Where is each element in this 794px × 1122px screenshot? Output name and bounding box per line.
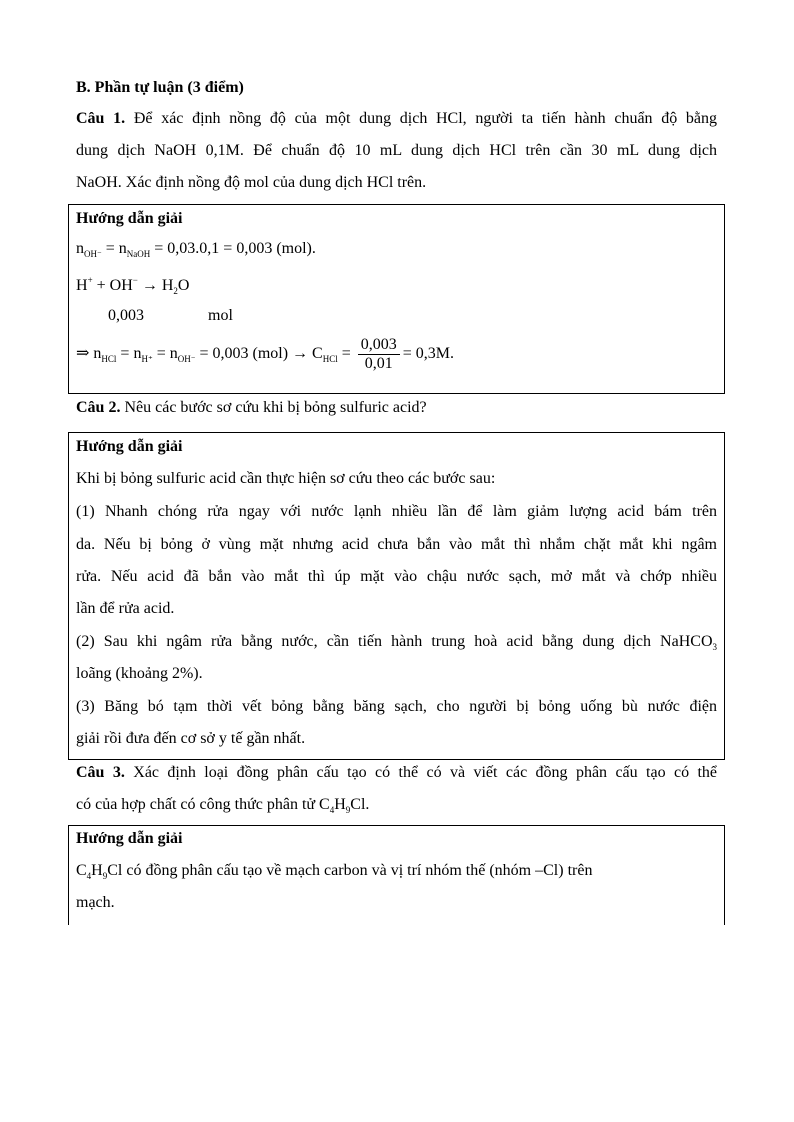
q1-label: Câu 1.: [76, 110, 126, 127]
solution-2-heading: Hướng dẫn giải: [76, 438, 183, 455]
q1-line-3: NaOH. Xác định nồng độ mol của dung dịch HCl trên.: [76, 174, 427, 191]
sol3-line-1: $C_4H_9Cl$ có đồng phân cấu tạo về mạch carbon và vị trí nhóm thế (nhóm –Cl) trên: [76, 862, 593, 881]
solution-3-heading: Hướng dẫn giải: [76, 830, 183, 847]
sol2-intro: Khi bị bỏng sulfuric acid cần thực hiện sơ cứu theo các bước sau:: [76, 470, 496, 487]
q1-line-2: dung dịch NaOH 0,1M. Để chuẩn độ 10 mL dung dịch HCl trên cần 30 mL dung dịch: [76, 142, 717, 159]
sol1-fraction: $\frac{0,003}{0,01}$: [358, 336, 400, 373]
sol2-step2-line2: loãng (khoảng 2%).: [76, 665, 203, 682]
q3-line-2: có của hợp chất có công thức phân tử $C_4H_9Cl$.: [76, 796, 370, 815]
question-2: Câu 2. Nêu các bước sơ cứu khi bị bỏng sulfuric acid?: [76, 399, 427, 416]
q3-label: Câu 3.: [76, 764, 125, 781]
sol2-step1-line1: (1) Nhanh chóng rửa ngay với nước lạnh nhiều lần để làm giảm lượng acid bám trên: [76, 503, 717, 520]
sol2-step2-line1: (2) Sau khi ngâm rửa bằng nước, cần tiến hành trung hoà acid bằng dung dịch NaHCO$_3$: [76, 633, 717, 652]
sol1-equation-1: $n_{OH^-} = n_{NaOH} = 0,03.0,1 = 0,003$ (mol).: [76, 240, 316, 259]
section-title: B. Phần tự luận (3 điểm): [76, 79, 244, 96]
sol1-equation-2: $H^+ + OH^- \to H_2O$: [76, 275, 190, 296]
sol1-unit: mol: [208, 307, 233, 324]
q3-line-1: Câu 3. Xác định loại đồng phân cấu tạo có thể có và viết các đồng phân cấu tạo có thể: [76, 764, 718, 781]
sol2-step1-line3: rửa. Nếu acid đã bắn vào mắt thì úp mặt vào chậu nước sạch, mở mắt và chớp nhiều: [76, 568, 717, 585]
sol2-step1-line4: lần để rửa acid.: [76, 600, 175, 617]
sol3-line-2: mạch.: [76, 894, 115, 911]
sol2-step3-line2: giải rồi đưa đến cơ sở y tế gần nhất.: [76, 730, 306, 747]
q2-label: Câu 2.: [76, 399, 121, 416]
q1-line-1: Câu 1. Để xác định nồng độ của một dung dịch HCl, người ta tiến hành chuẩn độ bằng: [76, 110, 718, 127]
sol2-step3-line1: (3) Băng bó tạm thời vết bỏng bằng băng sạch, cho người bị bỏng uống bù nước điện: [76, 698, 717, 715]
sol2-step1-line2: da. Nếu bị bỏng ở vùng mặt nhưng acid chưa bắn vào mắt thì nhắm chặt mắt khi ngâm: [76, 536, 717, 553]
solution-1-heading: Hướng dẫn giải: [76, 210, 183, 227]
sol1-amount: 0,003: [108, 307, 144, 324]
sol1-equation-4: ⇒ $n_{HCl} = n_{H^+} = n_{OH^-} = 0,003$ $(mol) \to C_{HCl}$ = $\frac{0,003}{0,01}$ = 0,3M.: [76, 336, 455, 372]
